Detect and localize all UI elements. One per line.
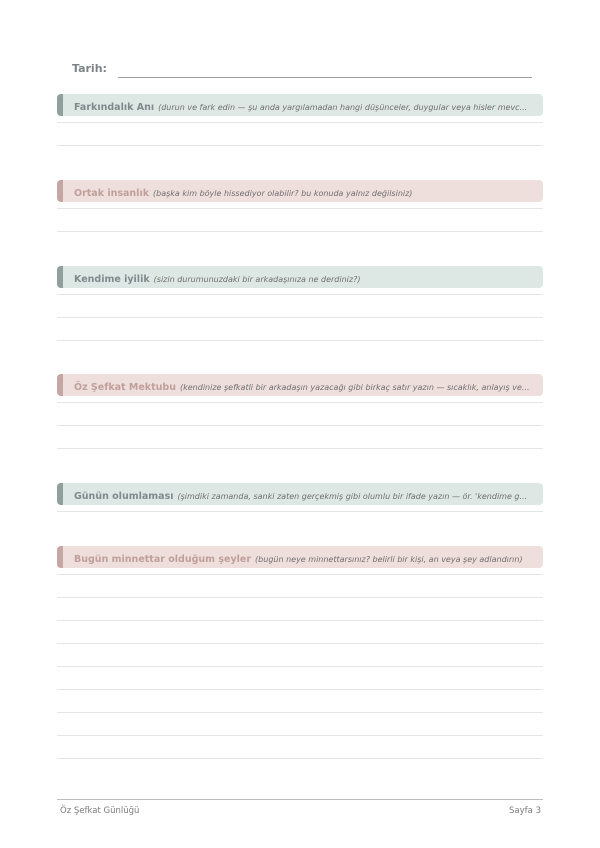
section-hint: (sizin durumunuzdaki bir arkadaşınıza ne derdiniz?) [153, 275, 361, 284]
date-input-line[interactable] [118, 77, 532, 78]
section-title: Ortak insanlık [74, 188, 150, 199]
section-header-self-kindness [57, 266, 543, 288]
section-accent-bar [57, 266, 63, 288]
writing-line[interactable] [57, 758, 543, 759]
date-row [72, 62, 532, 80]
section-header-self-compassion-letter [57, 374, 543, 396]
section-hint: (kendinize şefkatli bir arkadaşın yazacağı gibi birkaç satır yazın — sıcaklık, anlayış ve... [180, 383, 530, 392]
footer-journal-title: Öz Şefkat Günlüğü [60, 806, 140, 816]
writing-line[interactable] [57, 511, 543, 512]
section-hint: (bugün neye minnettarsınız? belirli bir kişi, an veya şey adlandırın) [255, 555, 523, 564]
writing-line[interactable] [57, 145, 543, 146]
footer-divider [57, 799, 543, 800]
footer-page-number: Sayfa 3 [509, 806, 541, 816]
section-title: Bugün minnettar olduğum şeyler [74, 554, 252, 565]
section-header-daily-affirmation [57, 483, 543, 505]
writing-line[interactable] [57, 620, 543, 621]
section-title: Kendime iyilik [74, 274, 150, 285]
writing-line[interactable] [57, 597, 543, 598]
section-hint: (durun ve fark edin — şu anda yargılamadan hangi düşünceler, duygular veya hisler mevc... [158, 103, 528, 112]
section-hint: (şimdiki zamanda, sanki zaten gerçekmiş gibi olumlu bir ifade yazın — ör. 'kendime g... [177, 492, 528, 501]
section-hint: (başka kim böyle hissediyor olabilir? bu konuda yalnız değilsiniz) [153, 189, 413, 198]
section-accent-bar [57, 546, 63, 568]
writing-line[interactable] [57, 666, 543, 667]
writing-line[interactable] [57, 448, 543, 449]
section-accent-bar [57, 94, 63, 116]
writing-line[interactable] [57, 574, 543, 575]
writing-line[interactable] [57, 402, 543, 403]
writing-line[interactable] [57, 643, 543, 644]
writing-line[interactable] [57, 712, 543, 713]
section-header-mindfulness [57, 94, 543, 116]
writing-line[interactable] [57, 208, 543, 209]
section-title: Öz Şefkat Mektubu [74, 382, 176, 393]
date-label: Tarih: [72, 62, 107, 75]
writing-line[interactable] [57, 425, 543, 426]
writing-line[interactable] [57, 735, 543, 736]
section-accent-bar [57, 483, 63, 505]
writing-line[interactable] [57, 122, 543, 123]
writing-line[interactable] [57, 317, 543, 318]
writing-line[interactable] [57, 340, 543, 341]
writing-line[interactable] [57, 294, 543, 295]
writing-line[interactable] [57, 689, 543, 690]
section-header-gratitude [57, 546, 543, 568]
section-accent-bar [57, 180, 63, 202]
section-title: Günün olumlaması [74, 491, 174, 502]
section-header-common-humanity [57, 180, 543, 202]
writing-line[interactable] [57, 231, 543, 232]
section-accent-bar [57, 374, 63, 396]
section-title: Farkındalık Anı [74, 102, 155, 113]
